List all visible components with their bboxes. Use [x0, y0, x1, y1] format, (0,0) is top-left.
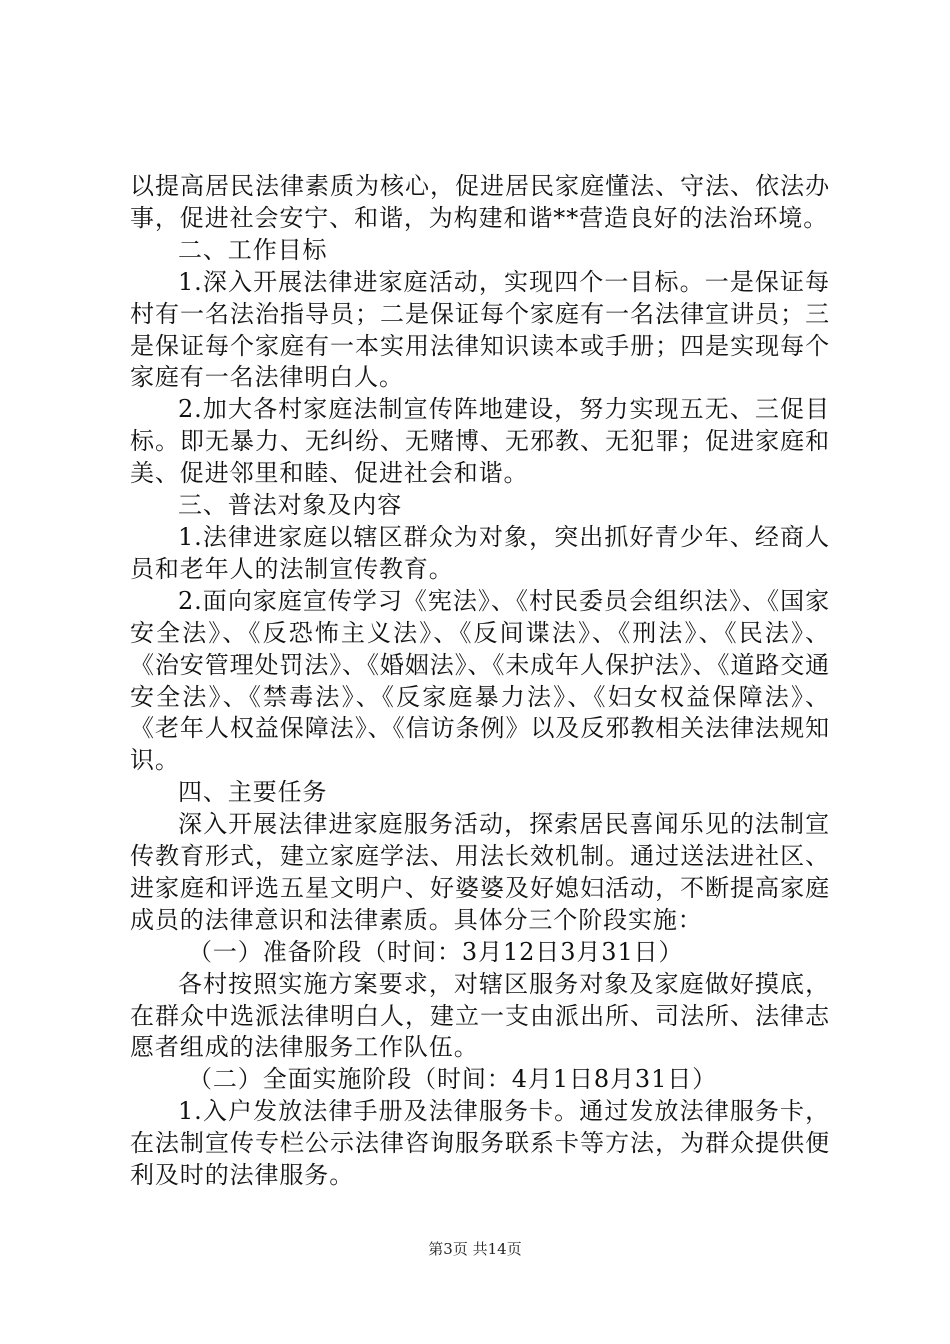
- paragraph-audience-2: 2.面向家庭宣传学习《宪法》、《村民委员会组织法》、《国家安全法》、《反恐怖主义法》、《反间谍法》、《刑法》、《民法》、《治安管理处罚法》、《婚姻法》、《未成年人保护法》、《道路交通安全法》、《禁毒法》、《反家庭暴力法》、《妇女权益保障法》、《老年人权益保障法》、《信访条例》以及反邪教相关法律法规知识。: [130, 586, 830, 775]
- paragraph-audience-1: 1.法律进家庭以辖区群众为对象，突出抓好青少年、经商人员和老年人的法制宣传教育。: [130, 522, 830, 583]
- document-body: [130, 171, 830, 1192]
- page-number-footer: 第3页 共14页: [428, 1240, 522, 1258]
- paragraph-goal-2: 2.加大各村家庭法制宣传阵地建设，努力实现五无、三促目标。即无暴力、无纠纷、无赌博、无邪教、无犯罪；促进家庭和美、促进邻里和睦、促进社会和谐。: [130, 395, 830, 488]
- paragraph-goal-1: 1.深入开展法律进家庭活动，实现四个一目标。一是保证每村有一名法治指导员；二是保证每个家庭有一名法律宣讲员；三是保证每个家庭有一本实用法律知识读本或手册；四是实现每个家庭有一名法律明白人。: [130, 267, 830, 392]
- paragraph-intro: 以提高居民法律素质为核心，促进居民家庭懂法、守法、依法办事，促进社会安宁、和谐，为构建和谐**营造良好的法治环境。: [130, 172, 830, 232]
- subheading-preparation-stage: （一）准备阶段（时间：3月12日3月31日）: [188, 937, 684, 966]
- heading-work-goals: 二、工作目标: [178, 235, 328, 264]
- paragraph-implementation-1: 1.入户发放法律手册及法律服务卡。通过发放法律服务卡，在法制宣传专栏公示法律咨询服务联系卡等方法，为群众提供便利及时的法律服务。: [130, 1097, 830, 1190]
- paragraph-main-tasks: 深入开展法律进家庭服务活动，探索居民喜闻乐见的法制宣传教育形式，建立家庭学法、用法长效机制。通过送法进社区、进家庭和评选五星文明户、好婆婆及好媳妇活动，不断提高家庭成员的法律意识和法律素质。具体分三个阶段实施：: [130, 810, 830, 934]
- heading-main-tasks: 四、主要任务: [178, 778, 328, 807]
- subheading-implementation-stage: （二）全面实施阶段（时间：4月1日8月31日）: [188, 1065, 718, 1094]
- paragraph-preparation-stage: 各村按照实施方案要求，对辖区服务对象及家庭做好摸底，在群众中选派法律明白人，建立一支由派出所、司法所、法律志愿者组成的法律服务工作队伍。: [130, 969, 830, 1062]
- heading-audience-content: 三、普法对象及内容: [178, 491, 403, 520]
